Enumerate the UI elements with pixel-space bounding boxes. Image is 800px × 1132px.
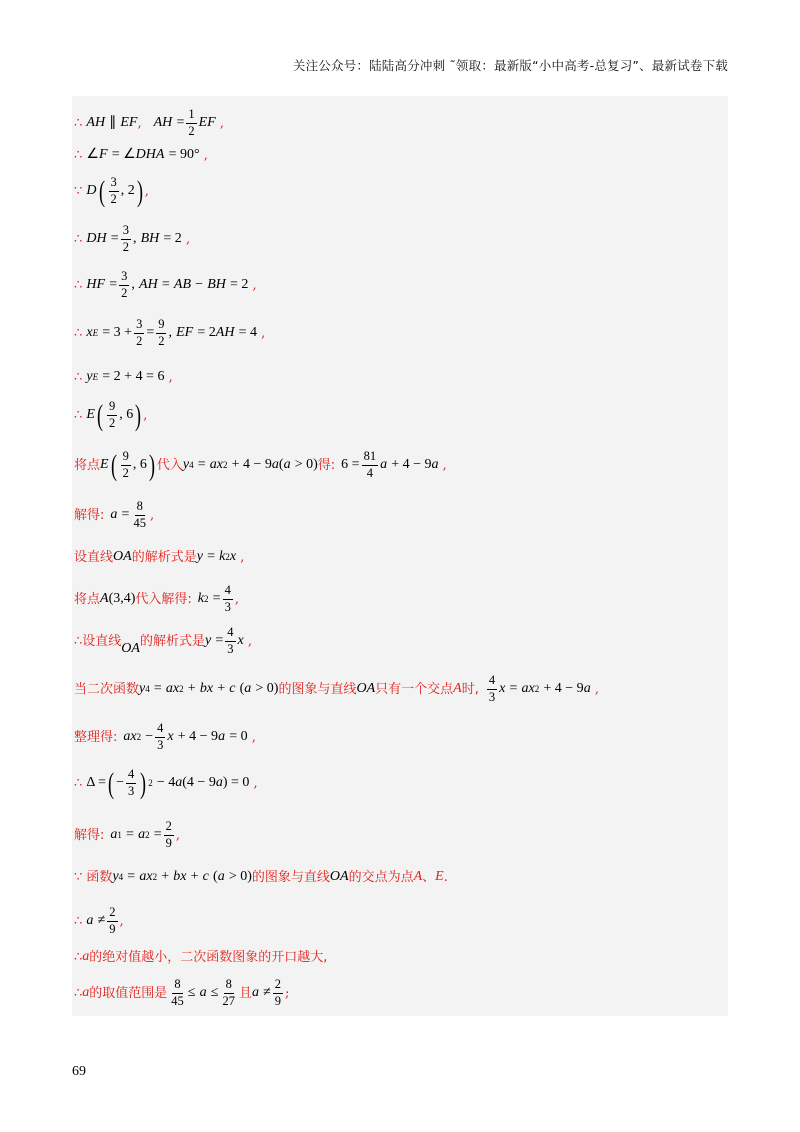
line-point-d: ∵ D ( $\frac{3}{2}$ , 2 ) , [74, 174, 149, 208]
line-point-e: ∴ E ( $\frac{9}{2}$ , 6 ) , [74, 398, 148, 432]
line-angle-f: ∴ ∠ F = ∠ DHA = 90° , [74, 147, 208, 163]
page-header: 关注公众号：陆陆高分冲刺 ˜领取：最新版“小中高考-总复习”、最新试卷下载 [292, 58, 728, 73]
line-solve-a: 解得: a = $\frac{8}{45}$ , [74, 499, 155, 530]
line-dh-bh: ∴ DH = $\frac{3}{2}$ , BH = 2 , [74, 223, 191, 254]
line-abs-value: ∴ a 的绝对值越小，二次函数图象的开口越大, [74, 949, 328, 965]
line-substitute-a: 将点 A (3,4) 代入解得: k 2 = $\frac{4}{3}$ , [74, 583, 239, 614]
line-discriminant: ∴ Δ = ( − $\frac{4}{3}$ ) 2 − 4 a (4 − 9 a ) = 0 , [74, 766, 258, 800]
line-hf-ah: ∴ HF = $\frac{3}{2}$ , AH = AB − BH = 2 , [74, 269, 257, 300]
line-solve-a1-a2: 解得: a 1 = a 2 = $\frac{2}{9}$ , [74, 819, 181, 850]
line-substitute-e: 将点 E ( $\frac{9}{2}$ , 6 ) 代入 y 4 = ax 2 + 4 − 9 a ( a > 0) 得: 6 = $\frac{81}{4}$ a + 4 − 9 a , [74, 448, 447, 482]
line-ye: ∴ y E = 2 + 4 = 6 , [74, 369, 173, 385]
line-range: ∴ a 的取值范围是 $\frac{8}{45}$ ≤ a ≤ $\frac{8}{27}$ 且 a ≠ $\frac{2}{9}$ ; [74, 977, 290, 1008]
line-a-not-equal: ∴ a ≠ $\frac{2}{9}$ , [74, 905, 124, 936]
line-function-intersection: ∵ 函数 y 4 = ax 2 + bx + c ( a > 0) 的图象与直线 OA 的交点为点 A 、 E . [74, 869, 448, 885]
line-rearrange: 整理得: ax 2 − $\frac{4}{3}$ x + 4 − 9 a = 0 , [74, 721, 256, 752]
line-oa-formula: ∴ 设直线 OA 的解析式是 y = $\frac{4}{3}$ x , [74, 625, 252, 657]
line-ah-parallel-ef: ∴ AH ∥ EF , AH = $\frac{1}{2}$ EF , [74, 107, 224, 138]
line-xe-ef: ∴ x E = 3 + $\frac{3}{2}$ = $\frac{9}{2}$ , EF = 2 AH = 4 , [74, 317, 266, 348]
page-number: 69 [72, 1064, 86, 1079]
line-quadratic-condition: 当二次函数 y 4 = ax 2 + bx + c ( a > 0) 的图象与直线 OA 只有一个交点 A 时, $\frac{4}{3}$ x = ax 2 + 4 − 9 a , [74, 673, 599, 704]
line-let-oa: 设直线 OA 的解析式是 y = k 2 x , [74, 549, 245, 565]
